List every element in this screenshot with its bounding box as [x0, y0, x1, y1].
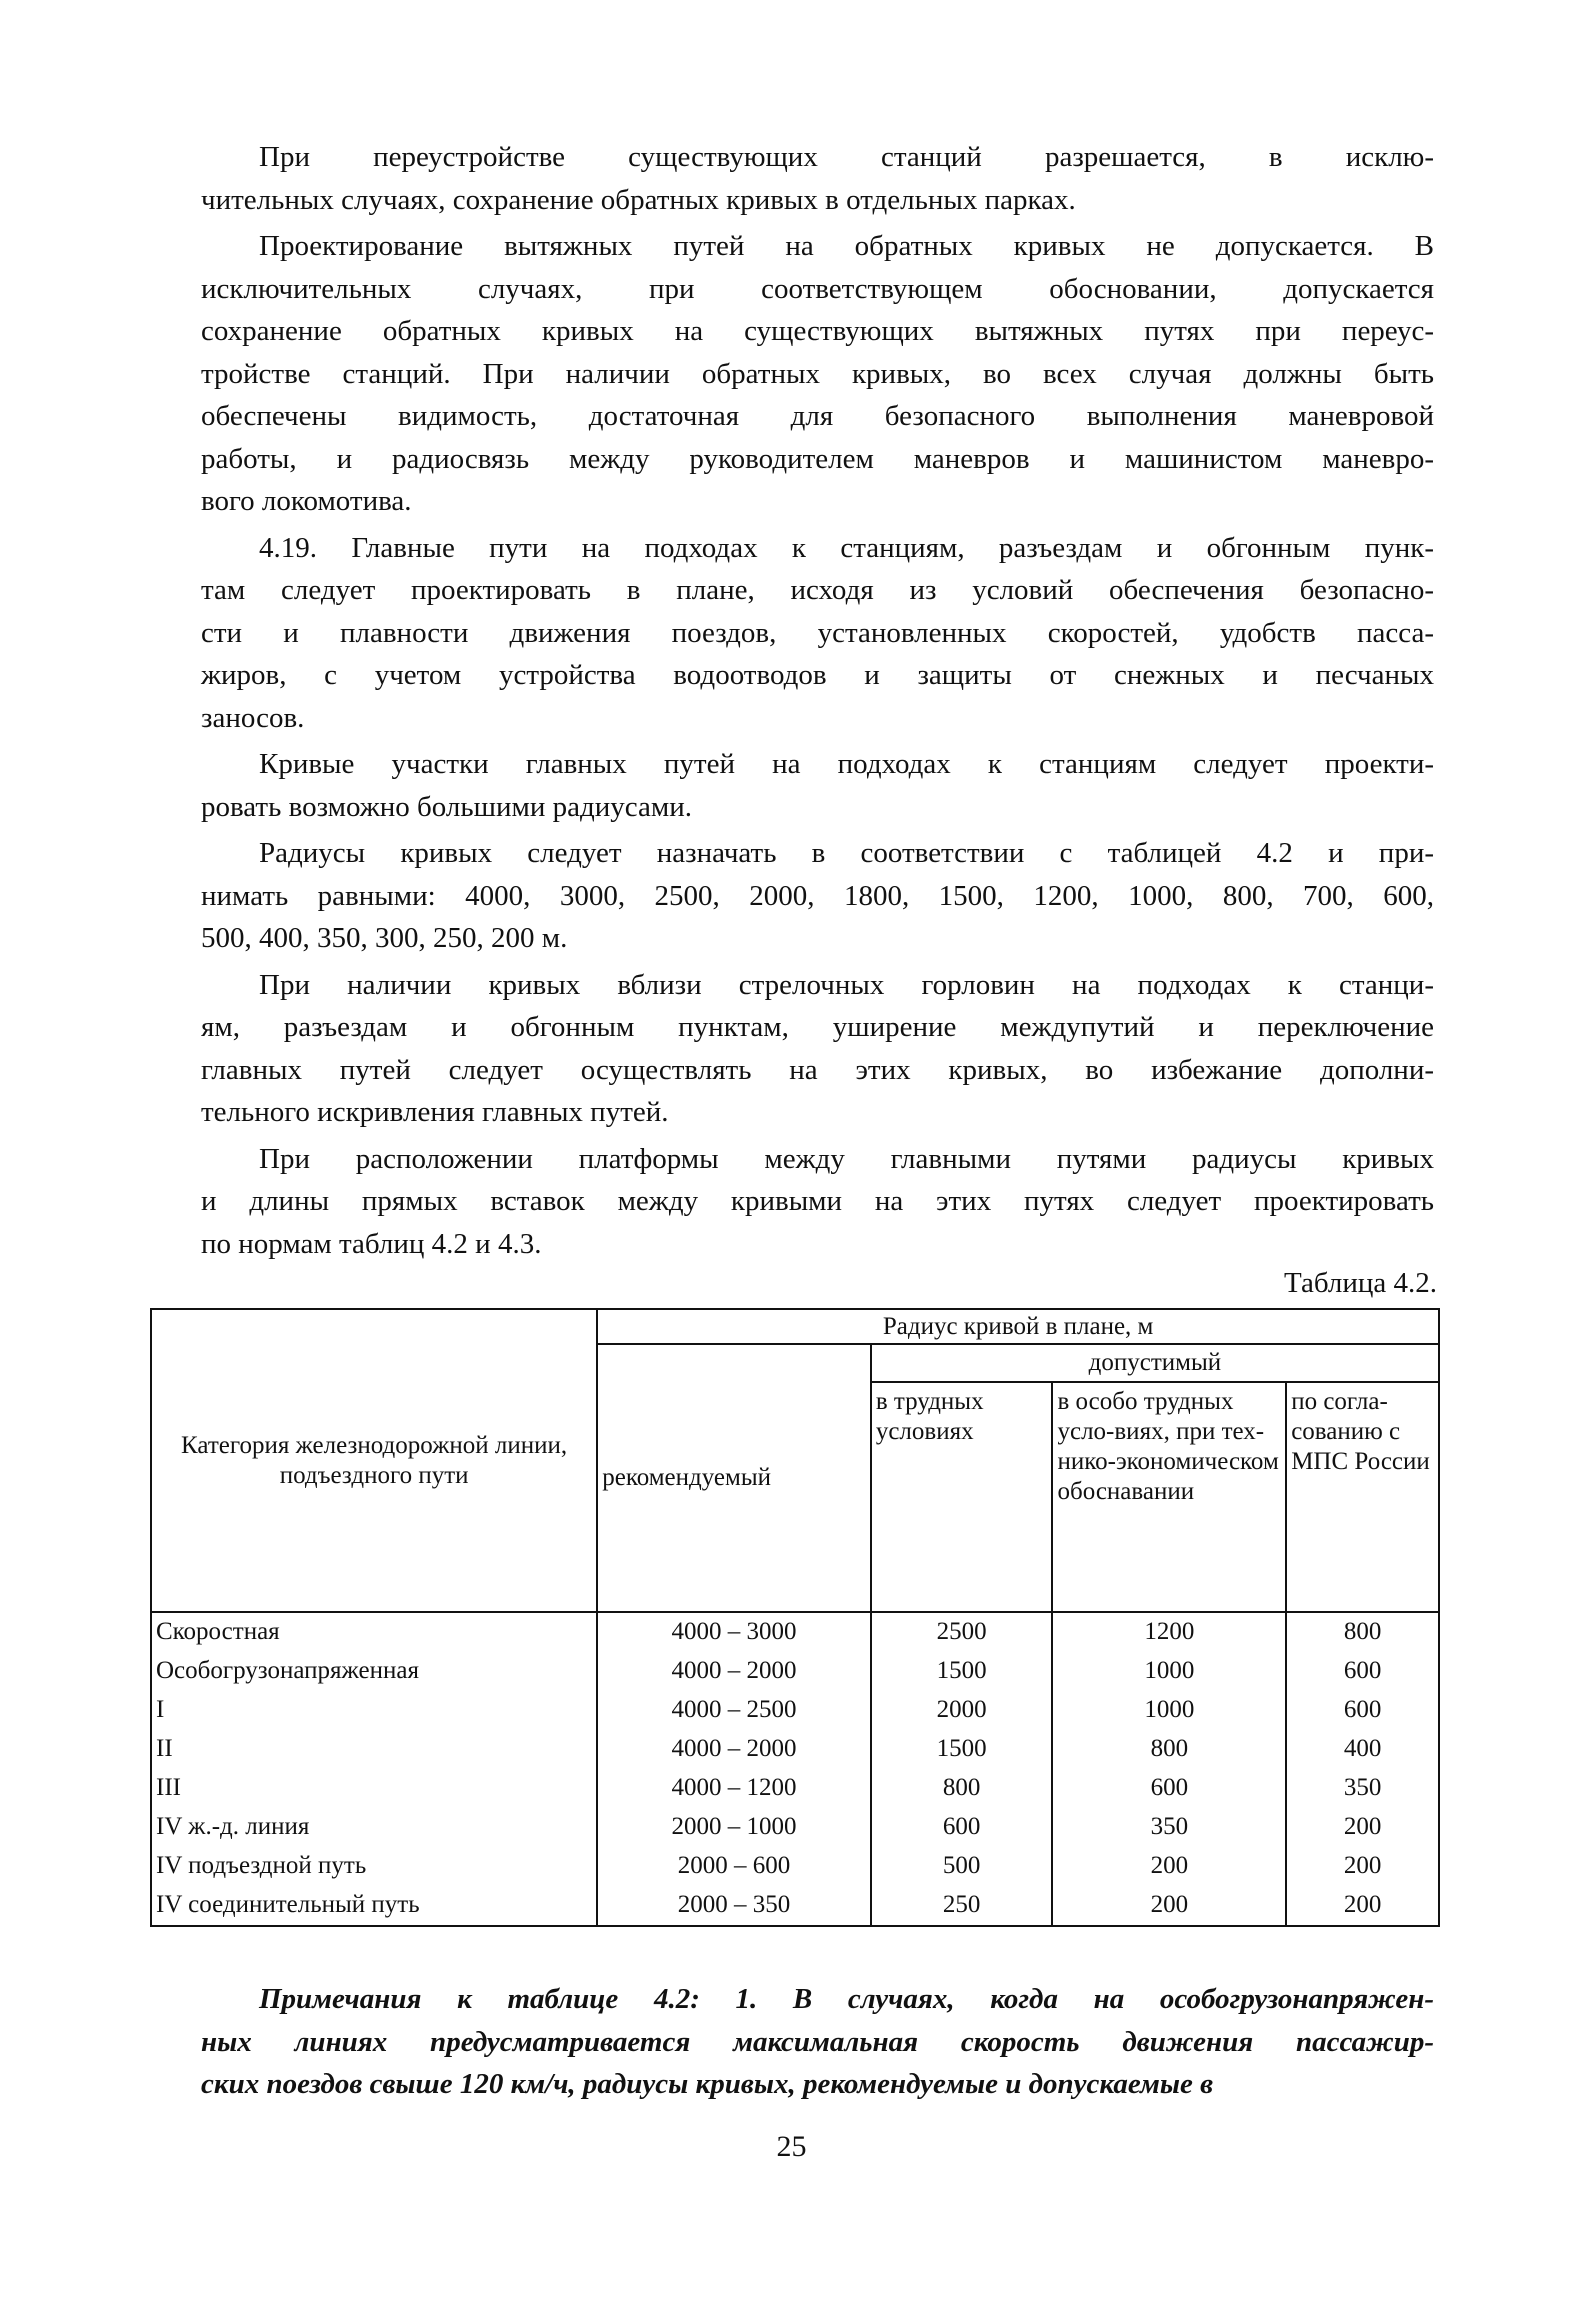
text-line: обеспечены видимость, достаточная для безопасного выполнения маневровой: [201, 400, 1434, 432]
text-line: 500, 400, 350, 300, 250, 200 м.: [201, 922, 568, 954]
value-cell: 4000 – 2000: [597, 1652, 871, 1691]
value-cell: 4000 – 3000: [597, 1612, 871, 1652]
paragraph: [201, 743, 1434, 828]
paragraph: [201, 832, 1434, 960]
paragraph: [201, 136, 1434, 221]
text-line: При наличии кривых вблизи стрелочных горловин на подходах к станци-: [259, 968, 1434, 1001]
value-cell: 2000 – 350: [597, 1886, 871, 1926]
value-cell: 4000 – 1200: [597, 1769, 871, 1808]
text-line: тройстве станций. При наличии обратных кривых, во всех случая должны быть: [201, 357, 1434, 390]
value-cell: 200: [1286, 1847, 1439, 1886]
text-line: ровать возможно большими радиусами.: [201, 790, 692, 823]
text-line: главных путей следует осуществлять на этих кривых, во избежание дополни-: [201, 1053, 1434, 1086]
text-line: работы, и радиосвязь между руководителем маневров и машинистом маневро-: [201, 442, 1434, 475]
value-cell: 1000: [1052, 1691, 1286, 1730]
header-very-difficult: в особо трудных усло-виях, при тех-нико-экономическом обоснавании: [1052, 1382, 1286, 1612]
text-line: Примечания к таблице 4.2: 1. В случаях, когда на особогрузонапряжен-: [259, 1983, 1434, 2015]
value-cell: 200: [1286, 1808, 1439, 1847]
header-radius: Радиус кривой в плане, м: [597, 1309, 1439, 1344]
table-row: [151, 1612, 1439, 1652]
header-row: [151, 1309, 1439, 1344]
text-line: ских поездов свыше 120 км/ч, радиусы кривых, рекомендуемые и допускаемые в: [201, 2068, 1214, 2100]
value-cell: 350: [1052, 1808, 1286, 1847]
header-agreed: по согла-сованию с МПС России: [1286, 1382, 1439, 1612]
value-cell: 2500: [871, 1612, 1053, 1652]
table-row: [151, 1652, 1439, 1691]
category-cell: III: [151, 1769, 597, 1808]
value-cell: 2000: [871, 1691, 1053, 1730]
value-cell: 2000 – 1000: [597, 1808, 871, 1847]
paragraph: [201, 527, 1434, 740]
text-line: по нормам таблиц 4.2 и 4.3.: [201, 1227, 542, 1260]
table-caption: Таблица 4.2.: [1283, 1267, 1437, 1299]
text-line: ям, разъездам и обгонным пунктам, уширение междупутий и переключение: [201, 1011, 1434, 1043]
category-cell: Особогрузонапряженная: [151, 1652, 597, 1691]
text-line: нимать равными: 4000, 3000, 2500, 2000, 1800, 1500, 1200, 1000, 800, 700, 600,: [201, 879, 1434, 912]
text-line: 4.19. Главные пути на подходах к станциям, разъездам и обгонным пунк-: [259, 531, 1434, 564]
value-cell: 1500: [871, 1652, 1053, 1691]
text-line: сохранение обратных кривых на существующих вытяжных путях при переус-: [201, 315, 1434, 347]
category-cell: I: [151, 1691, 597, 1730]
text-line: При переустройстве существующих станций разрешается, в исклю-: [259, 141, 1434, 173]
header-allowed: допустимый: [871, 1344, 1439, 1382]
paragraph: [201, 964, 1434, 1134]
value-cell: 4000 – 2000: [597, 1730, 871, 1769]
value-cell: 600: [871, 1808, 1053, 1847]
category-cell: II: [151, 1730, 597, 1769]
header-category: Категория железнодорожной линии, подъездного пути: [151, 1309, 597, 1612]
text-line: ных линиях предусматривается максимальная скорость движения пассажир-: [201, 2025, 1434, 2058]
page-number: 25: [776, 2130, 807, 2163]
text-line: вого локомотива.: [201, 485, 412, 517]
value-cell: 200: [1052, 1886, 1286, 1926]
paragraph: [201, 225, 1434, 523]
category-cell: IV подъездной путь: [151, 1847, 597, 1886]
value-cell: 2000 – 600: [597, 1847, 871, 1886]
value-cell: 4000 – 2500: [597, 1691, 871, 1730]
value-cell: 250: [871, 1886, 1053, 1926]
value-cell: 600: [1052, 1769, 1286, 1808]
table-row: [151, 1691, 1439, 1730]
text-line: чительных случаях, сохранение обратных кривых в отдельных парках.: [201, 183, 1076, 216]
table-row: [151, 1886, 1439, 1926]
text-line: и длины прямых вставок между кривыми на этих путях следует проектировать: [201, 1185, 1434, 1217]
value-cell: 200: [1052, 1847, 1286, 1886]
value-cell: 350: [1286, 1769, 1439, 1808]
text-line: Проектирование вытяжных путей на обратных кривых не допускается. В: [259, 230, 1434, 262]
table-row: [151, 1730, 1439, 1769]
value-cell: 800: [871, 1769, 1053, 1808]
table-row: [151, 1847, 1439, 1886]
header-recommended: рекомендуемый: [597, 1344, 871, 1612]
paragraph: [201, 1138, 1434, 1266]
body-text: [201, 136, 1434, 1265]
text-line: там следует проектировать в плане, исходя из условий обеспечения безопасно-: [201, 574, 1434, 606]
table-row: [151, 1769, 1439, 1808]
value-cell: 600: [1286, 1652, 1439, 1691]
text-line: исключительных случаях, при соответствующем обосновании, допускается: [201, 272, 1434, 305]
text-line: тельного искривления главных путей.: [201, 1096, 669, 1128]
curve-radius-table: [150, 1308, 1440, 1927]
value-cell: 800: [1286, 1612, 1439, 1652]
table-row: [151, 1808, 1439, 1847]
text-line: сти и плавности движения поездов, установленных скоростей, удобств пасса-: [201, 616, 1434, 649]
value-cell: 600: [1286, 1691, 1439, 1730]
value-cell: 500: [871, 1847, 1053, 1886]
text-line: заносов.: [201, 701, 305, 734]
category-cell: IV ж.-д. линия: [151, 1808, 597, 1847]
value-cell: 400: [1286, 1730, 1439, 1769]
value-cell: 200: [1286, 1886, 1439, 1926]
table-notes: [201, 1978, 1434, 2106]
value-cell: 1200: [1052, 1612, 1286, 1652]
value-cell: 1500: [871, 1730, 1053, 1769]
text-line: Радиусы кривых следует назначать в соответствии с таблицей 4.2 и при-: [259, 837, 1434, 869]
text-line: При расположении платформы между главными путями радиусы кривых: [259, 1142, 1434, 1175]
category-cell: IV соединительный путь: [151, 1886, 597, 1926]
value-cell: 1000: [1052, 1652, 1286, 1691]
text-line: жиров, с учетом устройства водоотводов и защиты от снежных и песчаных: [201, 659, 1434, 691]
value-cell: 800: [1052, 1730, 1286, 1769]
header-difficult: в трудных условиях: [871, 1382, 1053, 1612]
text-line: Кривые участки главных путей на подходах к станциям следует проекти-: [259, 748, 1434, 780]
category-cell: Скоростная: [151, 1612, 597, 1652]
